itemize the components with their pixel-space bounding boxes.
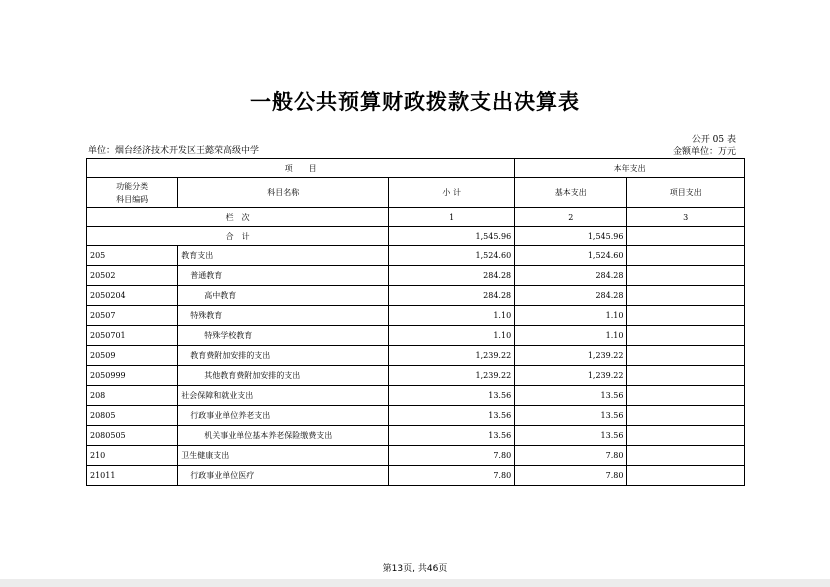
- row-subject-name: 普通教育: [178, 266, 389, 286]
- table-row: [87, 466, 745, 486]
- table-row: [87, 366, 745, 386]
- header-current-year: 本年支出: [515, 159, 745, 178]
- row-subject-name: 行政事业单位养老支出: [178, 406, 389, 426]
- total-label: 合 计: [87, 227, 389, 246]
- row-code: 205: [87, 246, 178, 266]
- table-row: [87, 406, 745, 426]
- row-basic: 1.10: [515, 326, 627, 346]
- row-code: 20805: [87, 406, 178, 426]
- expenditure-table: [86, 158, 745, 486]
- column-1: 1: [389, 208, 515, 227]
- row-basic: 284.28: [515, 266, 627, 286]
- row-basic: 7.80: [515, 466, 627, 486]
- row-subtotal: 13.56: [389, 386, 515, 406]
- total-basic: 1,545.96: [515, 227, 627, 246]
- table-row: [87, 446, 745, 466]
- row-code: 208: [87, 386, 178, 406]
- row-basic: 1,239.22: [515, 366, 627, 386]
- row-basic: 284.28: [515, 286, 627, 306]
- row-subtotal: 7.80: [389, 446, 515, 466]
- row-subject-name: 教育支出: [178, 246, 389, 266]
- row-subtotal: 1,239.22: [389, 346, 515, 366]
- header-project: 项目支出: [627, 178, 745, 208]
- header-subject-name: 科目名称: [178, 178, 389, 208]
- page-indicator: 第13页, 共46页: [382, 564, 448, 574]
- column-label: 栏 次: [87, 208, 389, 227]
- row-code: 2050701: [87, 326, 178, 346]
- table-row: [87, 346, 745, 366]
- total-project: [627, 227, 745, 246]
- header-subtotal: 小 计: [389, 178, 515, 208]
- header-basic: 基本支出: [515, 178, 627, 208]
- row-basic: 13.56: [515, 386, 627, 406]
- header-func-code: 功能分类 科目编码: [87, 178, 178, 208]
- table-row: [87, 266, 745, 286]
- column-2: 2: [515, 208, 627, 227]
- row-project: [627, 306, 745, 326]
- row-subtotal: 7.80: [389, 466, 515, 486]
- page-title: 一般公共预算财政拨款支出决算表: [250, 90, 580, 114]
- row-basic: 7.80: [515, 446, 627, 466]
- viewer-bottom-bar: [0, 579, 830, 587]
- row-subtotal: 284.28: [389, 266, 515, 286]
- row-subject-name: 其他教育费附加安排的支出: [178, 366, 389, 386]
- row-basic: 13.56: [515, 406, 627, 426]
- row-project: [627, 386, 745, 406]
- row-subject-name: 行政事业单位医疗: [178, 466, 389, 486]
- row-code: 210: [87, 446, 178, 466]
- row-subject-name: 机关事业单位基本养老保险缴费支出: [178, 426, 389, 446]
- row-project: [627, 466, 745, 486]
- row-code: 20509: [87, 346, 178, 366]
- row-subject-name: 社会保障和就业支出: [178, 386, 389, 406]
- form-number: 公开 05 表: [691, 135, 736, 145]
- header-row-2: [87, 178, 745, 208]
- row-subtotal: 1.10: [389, 306, 515, 326]
- table-row: [87, 306, 745, 326]
- row-basic: 1,524.60: [515, 246, 627, 266]
- row-subject-name: 卫生健康支出: [178, 446, 389, 466]
- total-subtotal: 1,545.96: [389, 227, 515, 246]
- table-row: [87, 386, 745, 406]
- row-basic: 13.56: [515, 426, 627, 446]
- row-project: [627, 346, 745, 366]
- row-basic: 1,239.22: [515, 346, 627, 366]
- table-row: [87, 246, 745, 266]
- row-code: 21011: [87, 466, 178, 486]
- amount-unit: 金额单位：万元: [672, 147, 736, 157]
- header-item: 项 目: [87, 159, 515, 178]
- row-subject-name: 高中教育: [178, 286, 389, 306]
- reporting-unit: 单位：烟台经济技术开发区王懿荣高级中学: [88, 146, 260, 156]
- row-subject-name: 特殊学校教育: [178, 326, 389, 346]
- row-project: [627, 406, 745, 426]
- row-project: [627, 326, 745, 346]
- row-code: 20502: [87, 266, 178, 286]
- row-code: 20507: [87, 306, 178, 326]
- column-number-row: [87, 208, 745, 227]
- row-code: 2050204: [87, 286, 178, 306]
- column-3: 3: [627, 208, 745, 227]
- row-project: [627, 286, 745, 306]
- row-subtotal: 1,524.60: [389, 246, 515, 266]
- header-row-1: [87, 159, 745, 178]
- total-row: [87, 227, 745, 246]
- row-project: [627, 246, 745, 266]
- row-subtotal: 13.56: [389, 406, 515, 426]
- row-code: 2080505: [87, 426, 178, 446]
- row-project: [627, 426, 745, 446]
- row-subtotal: 1,239.22: [389, 366, 515, 386]
- row-subject-name: 特殊教育: [178, 306, 389, 326]
- row-subtotal: 1.10: [389, 326, 515, 346]
- row-subtotal: 284.28: [389, 286, 515, 306]
- table-row: [87, 286, 745, 306]
- table-row: [87, 426, 745, 446]
- row-basic: 1.10: [515, 306, 627, 326]
- row-project: [627, 446, 745, 466]
- row-subtotal: 13.56: [389, 426, 515, 446]
- table-row: [87, 326, 745, 346]
- row-subject-name: 教育费附加安排的支出: [178, 346, 389, 366]
- row-project: [627, 266, 745, 286]
- row-code: 2050999: [87, 366, 178, 386]
- row-project: [627, 366, 745, 386]
